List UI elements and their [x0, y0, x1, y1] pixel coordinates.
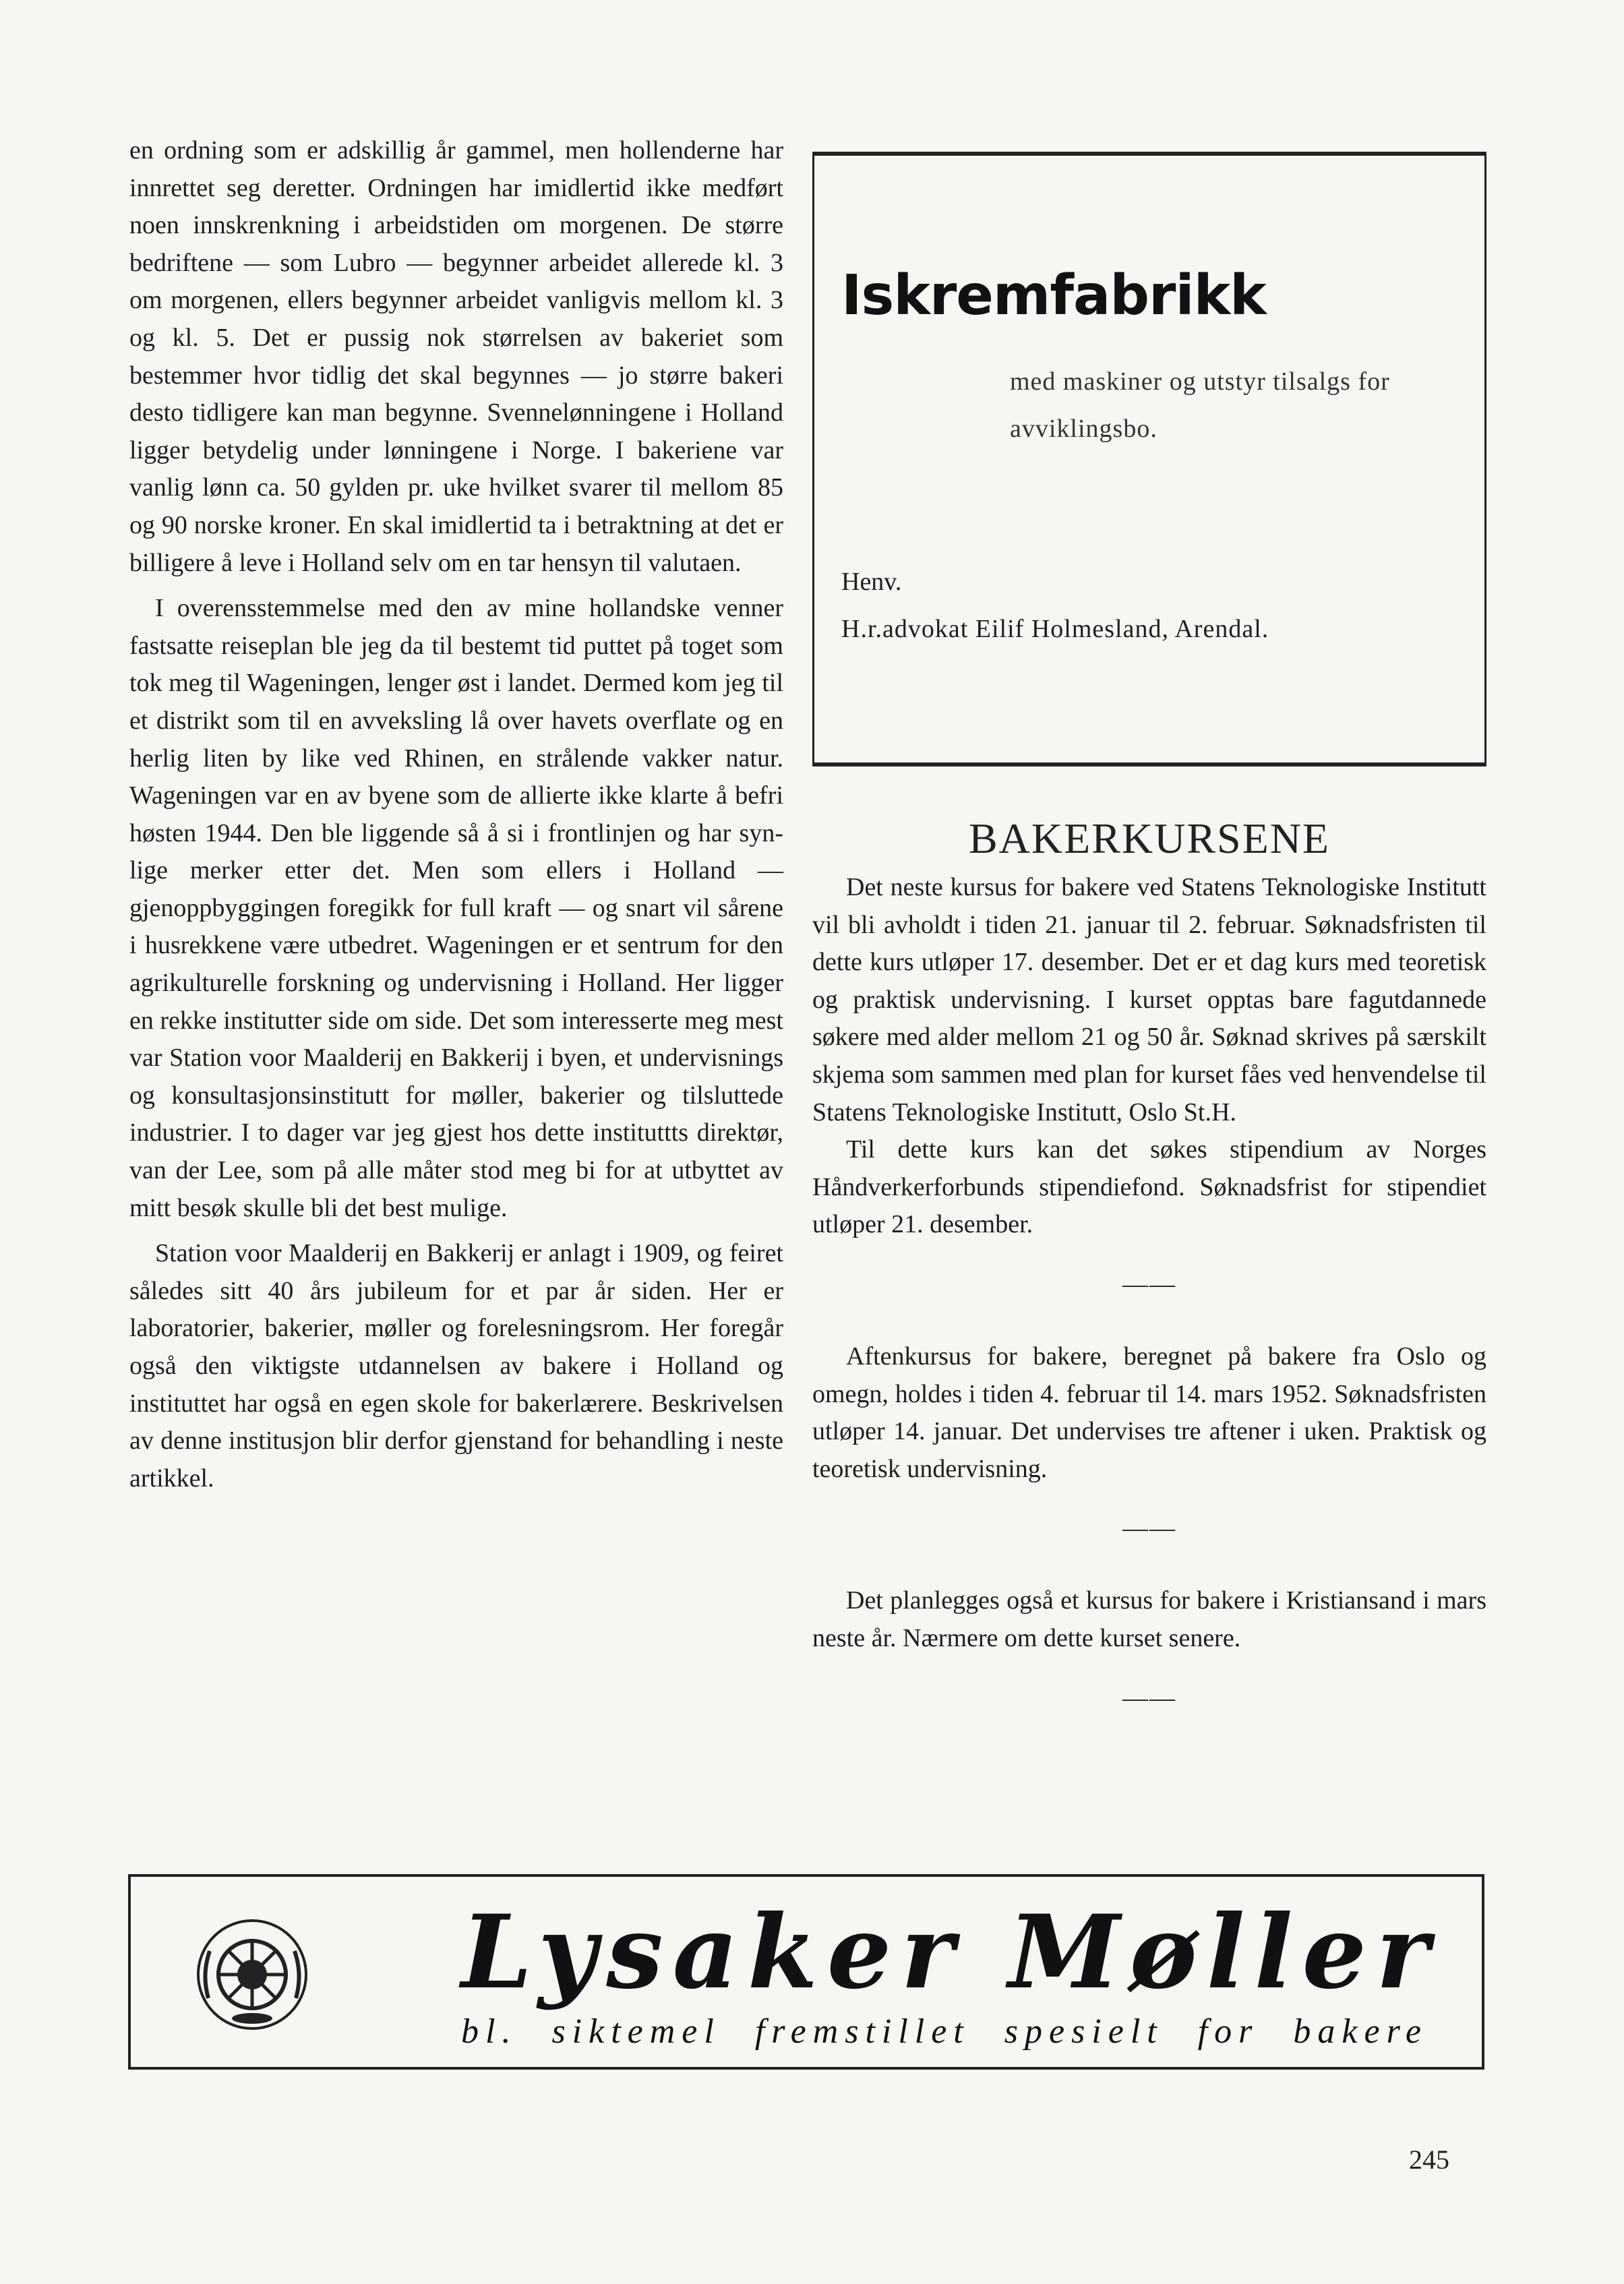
course-paragraph-1: Det neste kursus for bakere ved Statens Teknologiske Institutt vil bli avholdt i tiden 21. januar til 2. februar. Søknadsfristen til dette kurs utløper 17. desember. Det er et dag kurs med teoretisk og praktisk undervisning. I kurset opptas bare fagutdannede søkere med alder mellom 21 og 50 år. Søknad skrives på særskilt skjema som sammen med plan for kurset fåes ved henvendelse til Statens Teknologiske Institutt, Oslo St.H. — [812, 873, 1486, 1126]
ad-description: med maskiner og utstyr tilsalgs for avviklingsbo. — [1010, 367, 1390, 443]
bakerkursene-text — [812, 869, 1486, 1712]
article-paragraph-2: I overensstemmelse med den av mine hollandske venner fastsatte reiseplan ble jeg da til bestemt tid puttet på toget som tok meg til Wageningen, lenger øst i landet. Dermed kom jeg til et distrikt som til en avveksling lå over havets overflate og en herlig liten by like ved Rhinen, en strålende vakker natur. Wageningen var en av byene som de allierte ikke klarte å befri høsten 1944. Den ble liggende så å si i frontlinjen og har synlige merker etter det. Men som ellers i Holland — gjenoppbyggingen foregikk for full kraft — og snart vil sårene i husrekkene være utbedret. Wageningen er et sentrum for den agrikulturelle forskning og undervisning i Holland. Her ligger en rekke institutter side om side. Det som interesserte meg mest var Station voor Maalderij en Bakkerij i byen, et undervisnings og konsultasjonsinstitutt for møller, bakerier og tilsluttede industrier. I to dager var jeg gjest hos dette instituttts direktør, van der Lee, som på alle måter stod meg bi for at utbyttet av mitt besøk skulle bli det best mulige. — [129, 594, 783, 1222]
right-column — [812, 152, 1486, 1752]
evening-course-paragraph: Aftenkursus for bakere, beregnet på bakere fra Oslo og omegn, holdes i tiden 4. februar til 14. mars 1952. Søknadsfristen utløper 14. januar. Det undervises tre aftener i uken. Praktisk og teoretisk undervisning. — [812, 1342, 1486, 1483]
separator-1: —— — [1122, 1269, 1176, 1298]
mill-wheel-wreath-icon — [195, 1917, 309, 2032]
ad-contact: H.r.advokat Eilif Holmesland, Arendal. — [841, 615, 1269, 643]
separator-3: —— — [1122, 1683, 1176, 1712]
page-number: 245 — [1409, 2144, 1449, 2175]
ad-title: Iskremfabrikk — [841, 264, 1266, 328]
separator-2: —— — [1122, 1514, 1176, 1543]
article-column — [129, 132, 783, 1497]
article-paragraph-3: Station voor Maalderij en Bakkerij er anlagt i 1909, og feiret således sitt 40 års jubileum for et par år siden. Her er laboratorier, bakerier, møller og forelesningsrom. Her foregår også den viktigste utdannelsen av bakere i Holland og instituttet har også en egen skole for bakerlærere. Beskrivelsen av denne institusjon blir derfor gjenstand for behandling i neste artikkel. — [129, 1239, 783, 1493]
mill-tagline: bl. siktemel fremstillet spesielt for bakere — [461, 2012, 1428, 2051]
lysaker-moller-ad — [128, 1874, 1484, 2070]
mill-name: Lysaker Møller — [461, 1893, 1439, 2012]
bakerkursene-heading: BAKERKURSENE — [968, 814, 1331, 862]
article-paragraph-1: en ordning som er adskillig år gammel, men hollenderne har innrettet seg deretter. Ordningen har imidlertid ikke medført noen innskrenkning i arbeidstiden om morgenen. De større bedriftene — som Lubro — begynner arbeidet allerede kl. 3 om morgenen, ellers begynner arbeidet vanligvis mellom kl. 3 og kl. 5. Det er pussig nok størrelsen av bakeriet som bestemmer hvor tidlig det skal begynnes — jo større bakeri desto tidligere kan man begynne. Svennelønningene i Holland ligger betydelig under lønningene i Norge. I bakeriene var vanlig lønn ca. 50 gylden pr. uke hvilket svarer til mellom 85 og 90 norske kroner. En skal imidlertid ta i betraktning at det er billigere å leve i Holland selv om en tar hensyn til valutaen. — [129, 136, 783, 577]
kristiansand-course-paragraph: Det planlegges også et kursus for bakere i Kristiansand i mars neste år. Nærmere om dette kurset senere. — [812, 1586, 1486, 1652]
course-paragraph-2: Til dette kurs kan det søkes stipendium av Norges Håndverkerforbunds stipendiefond. Søknadsfrist for stipendiet utløper 21. desember. — [812, 1135, 1486, 1239]
iskremfabrikk-ad — [812, 152, 1486, 767]
ad-contact-label: Henv. — [841, 568, 902, 596]
